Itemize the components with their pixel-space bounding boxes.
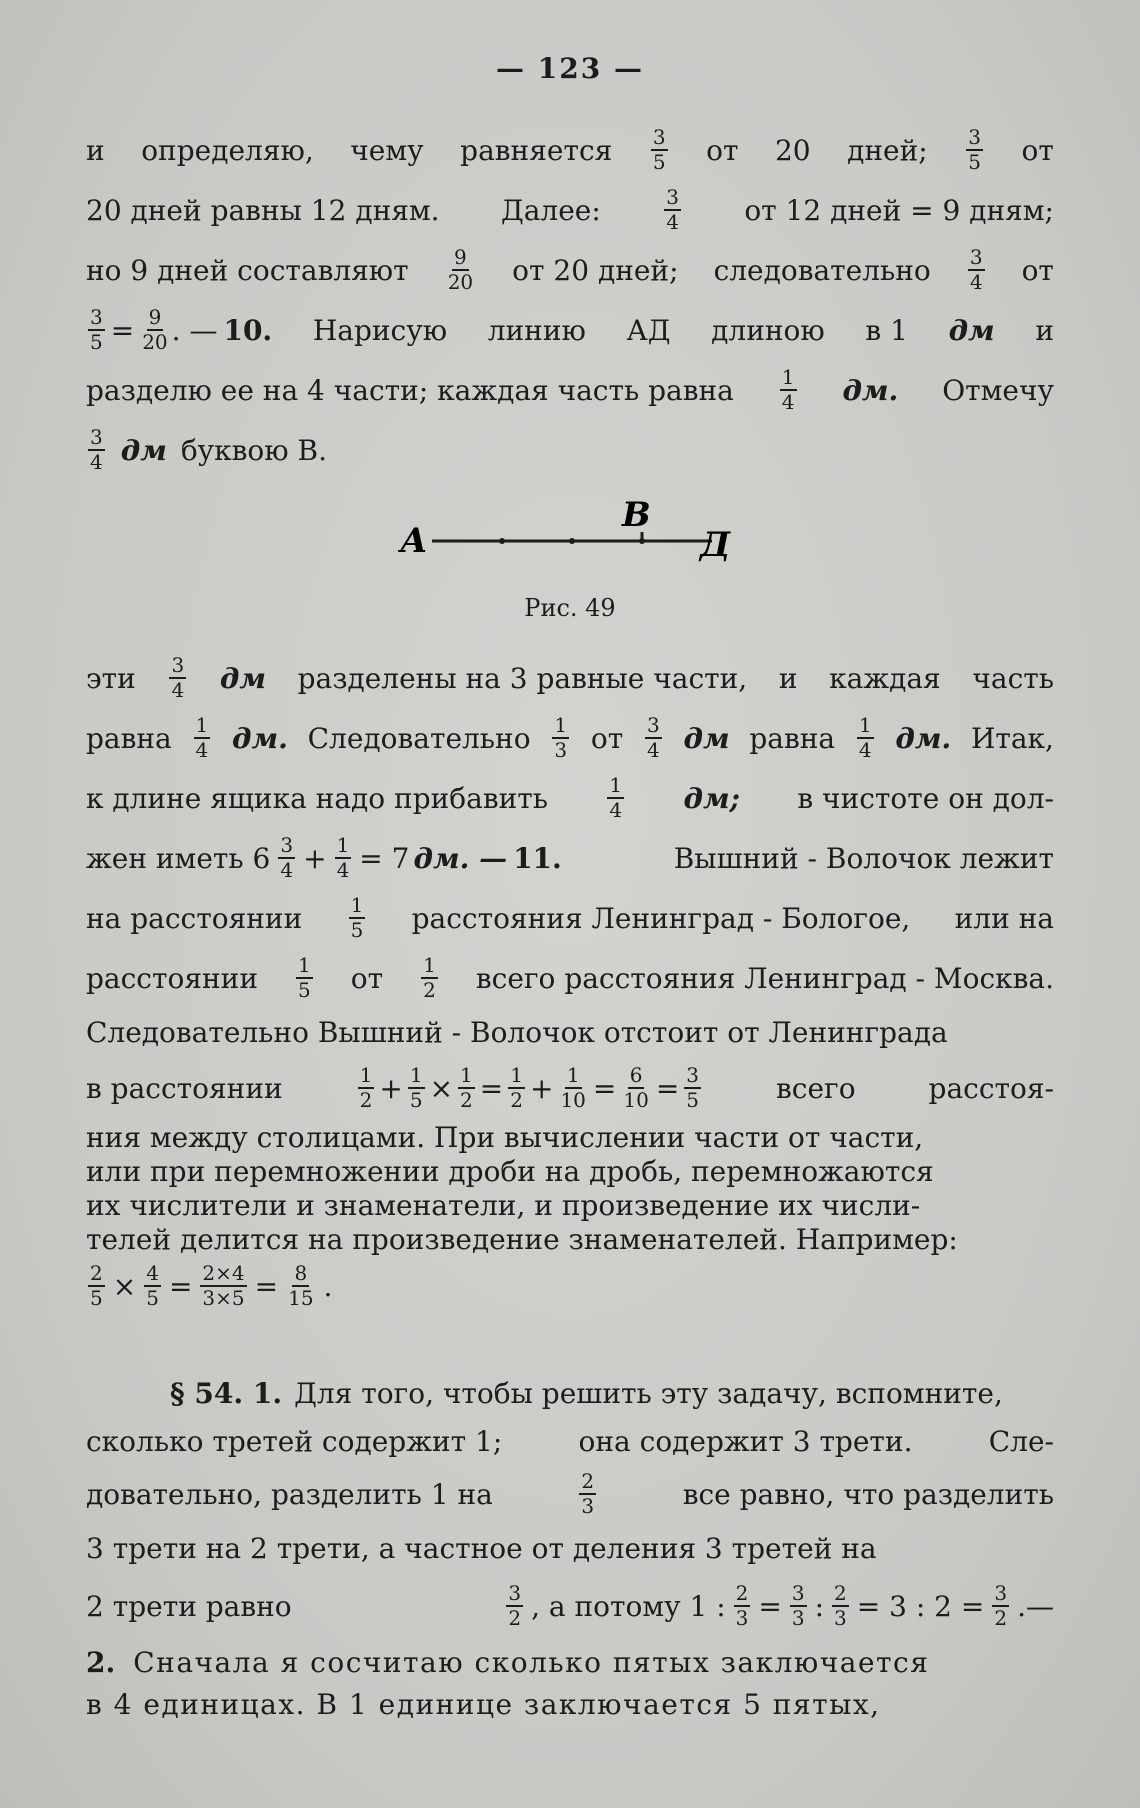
text-line: § 54. 1. Для того, чтобы решить эту задачу, вспомните,	[170, 1376, 1003, 1410]
tick-mark	[569, 538, 575, 544]
text-line: и определяю, чему равняется $\frac{3}{5}$ от 20 дней; $\frac{3}{5}$ от	[86, 125, 1054, 174]
label-a: А	[400, 521, 428, 561]
text-line: к длине ящика надо прибавить $\frac{1}{4}$ дм; в чистоте он дол-	[86, 773, 1054, 822]
text-line: довательно, разделить 1 на $\frac{2}{3}$ все равно, что разделить	[86, 1469, 1054, 1518]
equation: жен иметь 6 $\frac{3}{4}$ + $\frac{1}{4}$ = 7 дм. — 11.	[86, 833, 562, 882]
fraction: $\frac{3}{5}$	[968, 125, 981, 174]
text-line: телей делится на произведение знаменателей. Например:	[86, 1222, 958, 1256]
line-segment-diagram	[0, 498, 1140, 598]
fraction: $\frac{1}{4}$	[195, 713, 209, 762]
text-line: 3 трети на 2 трети, а частное от деления 3 третей на	[86, 1531, 877, 1565]
fraction: $\frac{2}{5}$	[90, 1261, 103, 1310]
fraction: $\frac{1}{3}$	[554, 713, 568, 762]
fraction: $\frac{1}{5}$	[298, 953, 311, 1002]
fraction: $\frac{4}{5}$	[146, 1261, 159, 1310]
text-line: в расстоянии $\frac{1}{2}$ + $\frac{1}{5}$ × $\frac{1}{2}$ = $\frac{1}{2}$ + $\frac{1}{10}$ = $\frac{6}{10}$ = $\frac{3}{5}$ всего расстоя-	[86, 1063, 1054, 1112]
text-line: в 4 единицах. В 1 единице заключается 5 пятых,	[86, 1687, 881, 1721]
fraction: $\frac{2}{3}$	[581, 1469, 595, 1518]
text-line: 20 дней равны 12 дням. Далее: $\frac{3}{4}$ от 12 дней = 9 дням;	[86, 185, 1054, 234]
text-line: $\frac{3}{5}$ = $\frac{9}{20}$ . — 10. Нарисую линию АД длиною в 1 дм и	[86, 300, 1054, 360]
fraction: $\frac{2}{3}$	[834, 1581, 847, 1630]
fraction: $\frac{3}{3}$	[791, 1581, 805, 1630]
fraction: $\frac{2}{3}$	[735, 1581, 749, 1630]
fraction: $\frac{1}{2}$	[460, 1063, 473, 1112]
fraction: $\frac{1}{5}$	[409, 1063, 423, 1112]
exercise-number: 11.	[513, 841, 562, 875]
text-line: на расстоянии $\frac{1}{5}$ расстояния Ленинград - Бологое, или на	[86, 893, 1054, 942]
label-b: В	[622, 498, 651, 535]
exercise-number: 10.	[223, 313, 273, 347]
text-line: 2. Сначала я сосчитаю сколько пятых заключается	[86, 1645, 930, 1679]
equation: $\frac{1}{2}$ + $\frac{1}{5}$ × $\frac{1}{2}$ = $\frac{1}{2}$ + $\frac{1}{10}$ = $\frac{6}{10}$ = $\frac{3}{5}$	[359, 1063, 700, 1112]
text-line: 2 трети равно $\frac{3}{2}$ , а потому 1 : $\frac{2}{3}$ = $\frac{3}{3}$ : $\frac{2}{3}$ = 3 : 2 = $\frac{3}{2}$ .—	[86, 1581, 1054, 1630]
text-line: но 9 дней составляют $\frac{9}{20}$ от 20 дней; следовательно $\frac{3}{4}$ от	[86, 245, 1054, 294]
fraction: $\frac{3}{4}$	[280, 833, 294, 882]
fraction: $\frac{1}{10}$	[560, 1063, 586, 1112]
text-line: ния между столицами. При вычислении части от части,	[86, 1120, 924, 1154]
text-line: их числители и знаменатели, и произведение их числи-	[86, 1188, 921, 1222]
fraction: $\frac{1}{4}$	[858, 713, 872, 762]
fraction: $\frac{1}{2}$	[359, 1063, 373, 1112]
fraction: $\frac{1}{2}$	[423, 953, 436, 1002]
text-line: сколько третей содержит 1; она содержит 3 трети. Сле-	[86, 1424, 1054, 1458]
fraction: $\frac{3}{4}$	[90, 425, 103, 474]
text-line: жен иметь 6 $\frac{3}{4}$ + $\frac{1}{4}$ = 7 дм. — 11. Вышний - Волочок лежит	[86, 833, 1054, 882]
fraction: $\frac{1}{4}$	[609, 773, 623, 822]
figure-caption: Рис. 49	[524, 594, 616, 622]
fraction: $\frac{1}{2}$	[510, 1063, 523, 1112]
fraction: $\frac{1}{4}$	[336, 833, 350, 882]
text-line: равна $\frac{1}{4}$ дм. Следовательно $\frac{1}{3}$ от $\frac{3}{4}$ дм равна $\frac{1}{4}$ дм. Итак,	[86, 713, 1054, 762]
exercise-number: 2.	[86, 1645, 116, 1679]
fraction: $\frac{3}{4}$	[969, 245, 983, 294]
fraction: $\frac{8}{15}$	[288, 1261, 314, 1310]
fraction: $\frac{3}{5}$	[90, 305, 103, 354]
section-number: § 54. 1.	[170, 1376, 283, 1410]
fraction: $\frac{3}{4}$	[646, 713, 660, 762]
fraction: $\frac{3}{2}$	[508, 1581, 522, 1630]
fraction: $\frac{3}{4}$	[171, 653, 185, 702]
fraction: $\frac{3}{2}$	[994, 1581, 1008, 1630]
text-line: Следовательно Вышний - Волочок отстоит от Ленинграда	[86, 1015, 948, 1049]
page-number: — 123 —	[496, 52, 644, 85]
paragraph-3	[86, 1368, 1054, 1724]
text-line: или при перемножении дроби на дробь, перемножаются	[86, 1154, 934, 1188]
text-line: $\frac{2}{5}$ × $\frac{4}{5}$ = $\frac{2\times 4}{3\times 5}$ = $\frac{8}{15}$ .	[90, 1261, 333, 1310]
fraction: $\frac{3}{5}$	[652, 125, 666, 174]
paragraph-2	[86, 648, 1054, 1316]
label-d: Д	[700, 525, 731, 565]
fraction: $\frac{3}{5}$	[686, 1063, 700, 1112]
fraction: $\frac{3}{4}$	[666, 185, 679, 234]
fraction: $\frac{9}{20}$	[447, 245, 474, 294]
paragraph-1	[86, 120, 1054, 480]
fraction: $\frac{1}{5}$	[350, 893, 364, 942]
fraction: $\frac{6}{10}$	[623, 1063, 649, 1112]
text-line: эти $\frac{3}{4}$ дм разделены на 3 равные части, и каждая часть	[86, 653, 1054, 702]
fraction: $\frac{9}{20}$	[142, 305, 168, 354]
fraction: $\frac{2\times 4}{3\times 5}$	[202, 1261, 245, 1310]
fraction: $\frac{1}{4}$	[781, 365, 795, 414]
text-line: разделю ее на 4 части; каждая часть равна $\frac{1}{4}$ дм. Отмечу	[86, 365, 1054, 414]
text-line: расстоянии $\frac{1}{5}$ от $\frac{1}{2}$ всего расстояния Ленинград - Москва.	[86, 953, 1054, 1002]
tick-mark	[499, 538, 505, 544]
equation: $\frac{3}{5}$ = $\frac{9}{20}$ . — 10.	[90, 305, 273, 354]
text-line: $\frac{3}{4}$ дм буквою В.	[90, 425, 328, 474]
equation: $\frac{3}{2}$ , а потому 1 : $\frac{2}{3}$ = $\frac{3}{3}$ : $\frac{2}{3}$ = 3 : 2 = $\frac{3}{2}$ .—	[508, 1581, 1054, 1630]
